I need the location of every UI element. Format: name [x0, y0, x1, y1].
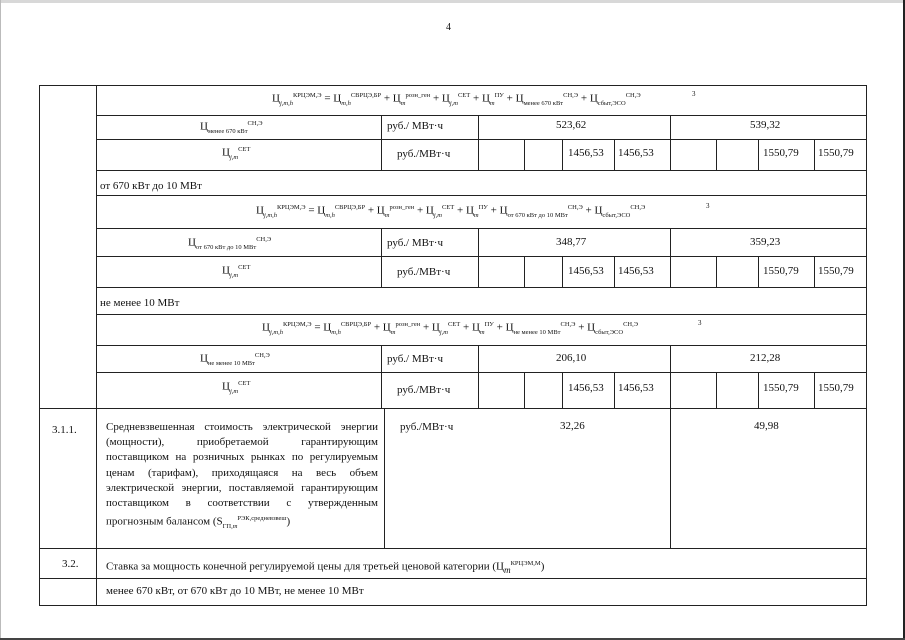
- value-cell: 1550,79: [763, 265, 799, 277]
- value-cell: 1456,53: [618, 382, 654, 394]
- value-cell: 359,23: [750, 236, 781, 248]
- value-cell: 539,32: [750, 119, 781, 131]
- page-number: 4: [446, 22, 451, 33]
- value-cell: 1550,79: [818, 382, 854, 394]
- unit-label: руб./МВт·ч: [397, 266, 451, 278]
- value-cell: 1456,53: [618, 265, 654, 277]
- formula-krcem: $Ц_{j,m,h}^{КРЦЭМ,Э} = Ц_{m,h}^{СВРЦЭ,БР} + Ц_m^{розн\_ген} + Ц_{j,m}^{СЕТ} + Ц_m^{ПУ} + Ц_{от 670 кВт до 10 МВт}^{СН,Э} + Ц_{сбыт,ЭСО}^{СН,Э}$: [256, 204, 646, 219]
- symbol-sn-e: $Ц_{менее 670 кВт}^{СН,Э}$: [200, 120, 263, 135]
- symbol-sn-e: $Ц_{не менее 10 МВт}^{СН,Э}$: [200, 352, 270, 367]
- section-label: менее 670 кВт, от 670 кВт до 10 МВт, не менее 10 МВт: [106, 585, 364, 597]
- value-cell: 49,98: [754, 420, 779, 432]
- symbol-set: $Ц_{j,m}^{СЕТ}$: [222, 264, 251, 279]
- footnote-mark: 3: [698, 319, 702, 327]
- value-cell: 1550,79: [818, 147, 854, 159]
- row-number: 3.2.: [62, 558, 79, 570]
- formula-krcem: $Ц_{j,m,h}^{КРЦЭМ,Э} = Ц_{m,h}^{СВРЦЭ,БР} + Ц_m^{розн\_ген} + Ц_{j,m}^{СЕТ} + Ц_m^{ПУ} + Ц_{не менее 10 МВт}^{СН,Э} + Ц_{сбыт,ЭСО}^{СН,Э}$: [262, 321, 639, 336]
- value-cell: 348,77: [556, 236, 587, 248]
- unit-label: руб./ МВт·ч: [387, 353, 443, 365]
- value-cell: 212,28: [750, 352, 781, 364]
- value-cell: 1550,79: [763, 147, 799, 159]
- value-cell: 523,62: [556, 119, 587, 131]
- symbol-set: $Ц_{j,m}^{СЕТ}$: [222, 380, 251, 395]
- section-label: от 670 кВт до 10 МВт: [100, 180, 202, 192]
- value-cell: 32,26: [560, 420, 585, 432]
- row-description: Средневзвешенная стоимость электрической энергии (мощности), приобретаемой гарантирующим поставщиком на розничных рынках по регулируемым ценам (тарифам), приходящаяся на весь объем электрической энергии, поставляемой гарантирующим поставщиком в соответствии с утвержденным прогнозным балансом $(S_{ГП,m}^{РЭК,средневзвеш})$: [106, 421, 378, 531]
- formula-krcem: $Ц_{j,m,h}^{КРЦЭМ,Э} = Ц_{m,h}^{СВРЦЭ,БР} + Ц_m^{розн\_ген} + Ц_{j,m}^{СЕТ} + Ц_m^{ПУ} + Ц_{менее 670 кВт}^{СН,Э} + Ц_{сбыт,ЭСО}^{СН,Э}$: [272, 92, 641, 107]
- symbol-set: $Ц_{j,m}^{СЕТ}$: [222, 146, 251, 161]
- scan-edge: [0, 0, 905, 3]
- unit-label: руб./ МВт·ч: [387, 120, 443, 132]
- section-label: не менее 10 МВт: [100, 297, 180, 309]
- value-cell: 206,10: [556, 352, 587, 364]
- unit-label: руб./ МВт·ч: [387, 237, 443, 249]
- unit-label: руб./МВт·ч: [397, 148, 451, 160]
- row-number: 3.1.1.: [52, 424, 77, 436]
- value-cell: 1550,79: [763, 382, 799, 394]
- symbol-sn-e: $Ц_{от 670 кВт до 10 МВт}^{СН,Э}$: [188, 236, 272, 251]
- value-cell: 1550,79: [818, 265, 854, 277]
- unit-label: руб./МВт·ч: [397, 384, 451, 396]
- row-title: Ставка за мощность конечной регулируемой цены для третьей ценовой категории $(Ц_m^{КРЦЭМ,М})$: [106, 560, 545, 575]
- value-cell: 1456,53: [568, 147, 604, 159]
- value-cell: 1456,53: [618, 147, 654, 159]
- value-cell: 1456,53: [568, 382, 604, 394]
- footnote-mark: 3: [692, 90, 696, 98]
- scan-edge: [0, 0, 1, 640]
- unit-label: руб./МВт·ч: [400, 421, 454, 433]
- footnote-mark: 3: [706, 202, 710, 210]
- value-cell: 1456,53: [568, 265, 604, 277]
